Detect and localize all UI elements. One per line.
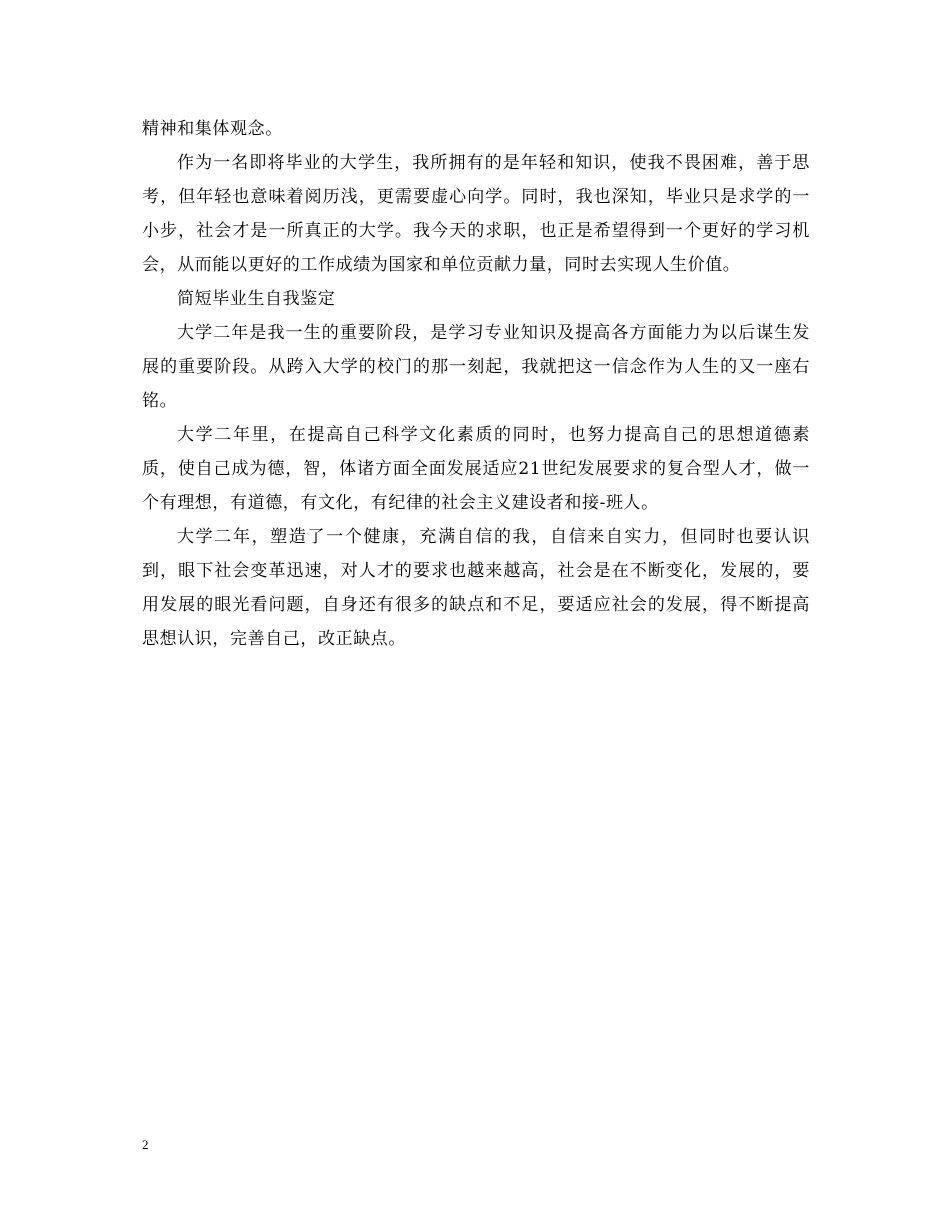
paragraph-job-seeking: 作为一名即将毕业的大学生，我所拥有的是年轻和知识，使我不畏困难，善于思考，但年轻也意味着阅历浅，更需要虚心向学。同时，我也深知，毕业只是求学的一小步，社会才是一所真正的大学。我今天的求职，也正是希望得到一个更好的学习机会，从而能以更好的工作成绩为国家和单位贡献力量，同时去实现人生价值。 (142, 153, 810, 275)
paragraph-self-confidence: 大学二年，塑造了一个健康，充满自信的我，自信来自实力，但同时也要认识到，眼下社会变革迅速，对人才的要求也越来越高，社会是在不断变化，发展的，要用发展的眼光看问题，自身还有很多的缺点和不足，要适应社会的发展，得不断提高思想认识，完善自己，改正缺点。 (142, 527, 810, 649)
section-heading: 简短毕业生自我鉴定 (177, 289, 336, 309)
paragraph-continuation: 精神和集体观念。 (142, 119, 283, 139)
paragraph-university-stage: 大学二年是我一生的重要阶段，是学习专业知识及提高各方面能力为以后谋生发展的重要阶段。从跨入大学的校门的那一刻起，我就把这一信念作为人生的又一座右铭。 (142, 323, 810, 411)
paragraph-university-years: 大学二年里，在提高自己科学文化素质的同时，也努力提高自己的思想道德素质，使自己成为德，智，体诸方面全面发展适应21世纪发展要求的复合型人才，做一个有理想，有道德，有文化，有纪律的社会主义建设者和接-班人。 (142, 425, 810, 513)
page-number: 2 (142, 1137, 149, 1152)
document-body (142, 112, 810, 656)
